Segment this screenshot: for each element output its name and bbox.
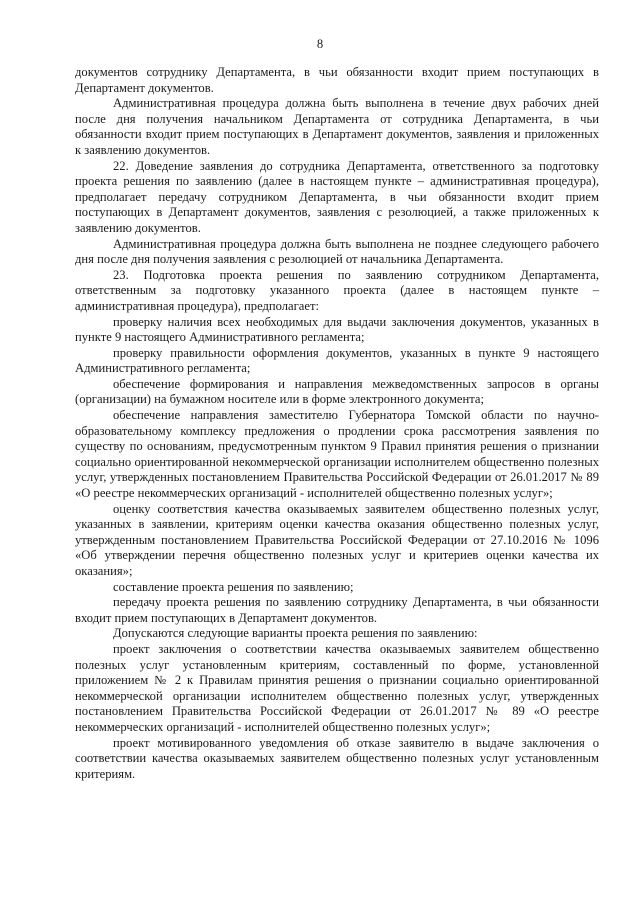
paragraph: документов сотруднику Департамента, в чьи обязанности входит прием поступающих в Департамент документов. — [75, 65, 599, 95]
paragraph: Административная процедура должна быть выполнена не позднее следующего рабочего дня после дня получения заявления с резолюцией от начальника Департамента. — [75, 236, 599, 267]
paragraph: передачу проекта решения по заявлению сотруднику Департамента, в чьи обязанности входит прием поступающих в Департамент документов. — [75, 595, 599, 625]
paragraph: Административная процедура должна быть выполнена в течение двух рабочих дней после дня получения начальником Департамента от сотрудника Департамента, в чьи обязанности входит прием поступающих в Департамент документов, заявления и приложенных к заявлению документов. — [75, 96, 599, 157]
paragraph: обеспечение направления заместителю Губернатора Томской области по научно-образовательному комплексу предложения о продлении срока рассмотрения заявления по существу по основаниям, предусмотренным пунктом 9 Правил принятия решения о признании социально ориентированной некоммерческой организации исполнителем общественно полезных услуг, утвержденных постановлением Правительства Российской Федерации от 26.01.2017 № 89 «О реестре некоммерческих организаций - исполнителей общественно полезных услуг»; — [75, 408, 599, 501]
paragraph: составление проекта решения по заявлению; — [113, 579, 354, 594]
paragraph: оценку соответствия качества оказываемых заявителем общественно полезных услуг, указанных в заявлении, критериям оценки качества оказания общественно полезных услуг, утвержденным постановлением Правительства Российской Федерации от 27.10.2016 № 1096 «Об утверждении перечня общественно полезных услуг и критериев оценки качества их оказания»; — [75, 501, 599, 578]
paragraph: проект мотивированного уведомления об отказе заявителю в выдаче заключения о соответствии качества оказываемых заявителем общественно полезных услуг установленным критериям. — [75, 735, 599, 781]
paragraph: проект заключения о соответствии качества оказываемых заявителем общественно полезных услуг установленным критериям, составленный по форме, установленной приложением № 2 к Правилам принятия решения о признании социально ориентированной некоммерческой организации исполнителем общественно полезных услуг, утвержденных постановлением Правительства Российской Федерации от 26.01.2017 № 89 «О реестре некоммерческих организаций - исполнителей общественно полезных услуг»; — [75, 641, 599, 734]
paragraph: 22. Доведение заявления до сотрудника Департамента, ответственного за подготовку проекта решения по заявлению (далее в настоящем пункте – административная процедура), предполагает передачу сотрудником Департамента, в чьи обязанности входит прием поступающих в Департамент документов, заявления с резолюцией, а также приложенных к заявлению документов. — [75, 158, 599, 235]
paragraph: 23. Подготовка проекта решения по заявлению сотрудником Департамента, ответственным за подготовку указанного проекта (далее в настоящем пункте – административная процедура), предполагает: — [75, 267, 599, 313]
document-body — [75, 65, 599, 782]
paragraph: проверку наличия всех необходимых для выдачи заключения документов, указанных в пункте 9 настоящего Административного регламента; — [75, 314, 599, 345]
page-number: 8 — [316, 37, 324, 51]
paragraph: Допускаются следующие варианты проекта решения по заявлению: — [113, 626, 478, 641]
paragraph: обеспечение формирования и направления межведомственных запросов в органы (организации) на бумажном носителе или в форме электронного документа; — [75, 376, 599, 407]
paragraph: проверку правильности оформления документов, указанных в пункте 9 настоящего Административного регламента; — [75, 345, 599, 376]
